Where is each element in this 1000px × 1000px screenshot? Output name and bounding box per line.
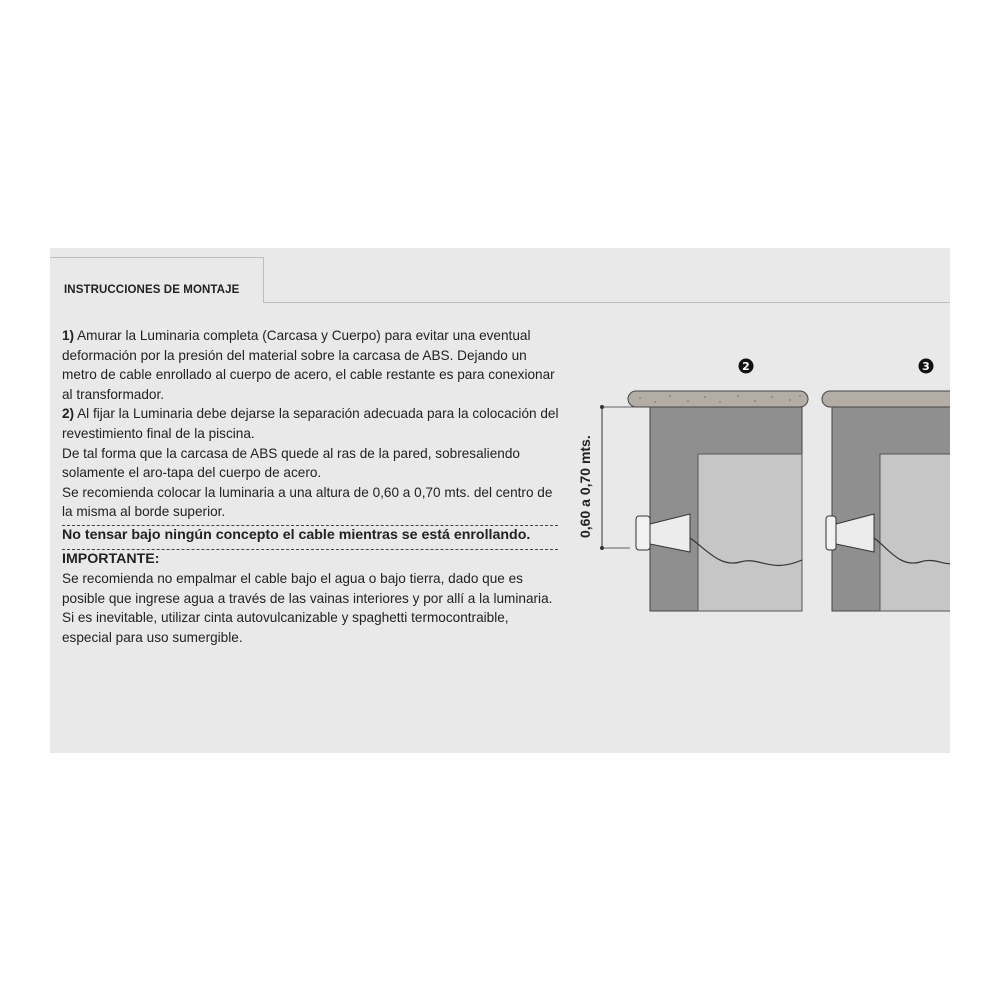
warning-text: No tensar bajo ningún concepto el cable mientras se está enrollando. xyxy=(62,526,531,543)
tab-instrucciones[interactable] xyxy=(50,257,264,303)
instructions-text xyxy=(62,326,562,648)
paragraph-height: Se recomienda colocar la luminaria a una altura de 0,60 a 0,70 mts. del centro de la misma al borde superior. xyxy=(62,484,553,520)
important-paragraph-1: Se recomienda no empalmar el cable bajo el agua o bajo tierra, dado que es posible que ingrese agua a través de las vainas interiores y por allí a la luminaria. xyxy=(62,571,553,606)
step-2-number: 2) xyxy=(62,406,75,422)
step-1 xyxy=(62,326,562,404)
instructions-panel xyxy=(50,248,950,753)
paragraph-abs: De tal forma que la carcasa de ABS quede al ras de la pared, sobresaliendo solamente el aro-tapa del cuerpo de acero. xyxy=(62,445,520,481)
dimension-bottom-dot xyxy=(600,546,604,550)
tab-title: INSTRUCCIONES DE MONTAJE xyxy=(64,284,240,296)
pool-section-right xyxy=(822,391,950,611)
step-1-number: 1) xyxy=(62,328,75,343)
installation-diagram xyxy=(570,348,950,618)
step-2-number-icon: 2 xyxy=(742,360,750,373)
pool-section-left xyxy=(628,391,808,611)
step-2-text: Al fijar la Luminaria debe dejarse la separación adecuada para la colocación del revestimiento final de la piscina. xyxy=(62,406,559,441)
step-3-number-icon: 3 xyxy=(922,360,930,373)
step-1-text: Amurar la Luminaria completa (Carcasa y Cuerpo) para evitar una eventual deformación por la presión del material sobre la carcasa de ABS. Dejando un metro de cable enrollado al cuerpo de acero, el cable restante es para conexionar al transformador. xyxy=(62,328,555,402)
dimension-top-dot xyxy=(600,405,604,409)
important-title: IMPORTANTE: xyxy=(62,550,160,567)
luminaire-ring xyxy=(636,516,650,550)
step-2 xyxy=(62,404,562,443)
dimension-label: 0,60 a 0,70 mts. xyxy=(577,435,593,538)
important-paragraph-2: Si es inevitable, utilizar cinta autovulcanizable y spaghetti termocontraible, especial para uso sumergible. xyxy=(62,610,509,645)
tab-divider xyxy=(264,302,950,303)
coping-stone xyxy=(628,391,808,407)
